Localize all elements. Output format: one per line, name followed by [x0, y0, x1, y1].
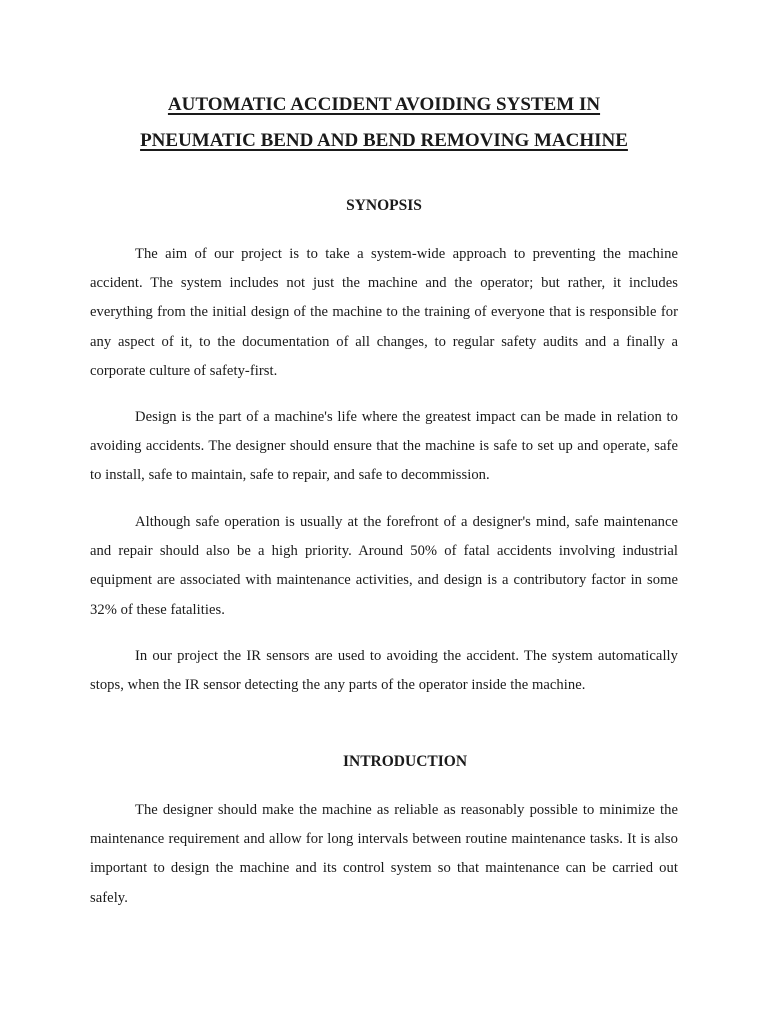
document-title-line-1: AUTOMATIC ACCIDENT AVOIDING SYSTEM IN [167, 94, 601, 115]
synopsis-paragraph-1: The aim of our project is to take a system-wide approach to preventing the machine accident. The system includes not just the machine and the operator; but rather, it includes everything from the initial design of the machine to the training of everyone that is responsible for any aspect of it, to the documentation of all changes, to regular safety audits and a finally a corporate culture of safety-first. [90, 246, 678, 379]
synopsis-paragraph-2: Design is the part of a machine's life where the greatest impact can be made in relation to avoiding accidents. The designer should ensure that the machine is safe to set up and operate, safe to install, safe to maintain, safe to repair, and safe to decommission. [90, 409, 678, 484]
synopsis-paragraph-4: In our project the IR sensors are used to avoiding the accident. The system automatically stops, when the IR sensor detecting the any parts of the operator inside the machine. [90, 648, 678, 694]
synopsis-heading: SYNOPSIS [346, 197, 422, 214]
synopsis-paragraph-3: Although safe operation is usually at the forefront of a designer's mind, safe maintenance and repair should also be a high priority. Around 50% of fatal accidents involving industrial equipment are associated with maintenance activities, and design is a contributory factor in some 32% of these fatalities. [90, 514, 678, 618]
document-title-line-2: PNEUMATIC BEND AND BEND REMOVING MACHINE [140, 130, 628, 151]
introduction-paragraph-1: The designer should make the machine as reliable as reasonably possible to minimize the maintenance requirement and allow for long intervals between routine maintenance tasks. It is also important to design the machine and its control system so that maintenance can be carried out safely. [90, 802, 678, 906]
introduction-heading: INTRODUCTION [342, 753, 468, 770]
